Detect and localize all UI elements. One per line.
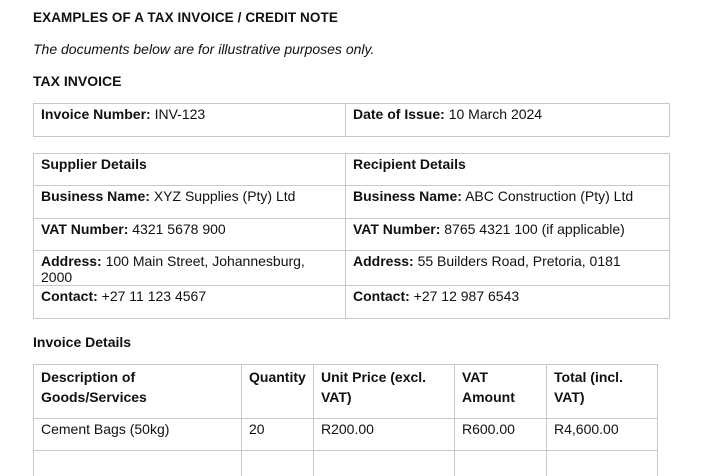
table-row (34, 154, 670, 186)
invoice-details-heading: Invoice Details (33, 334, 132, 350)
supplier-details-heading: Supplier Details (34, 154, 346, 186)
contact-value: +27 12 987 6543 (413, 288, 520, 305)
table-row (34, 419, 658, 451)
invoice-header-table (33, 103, 670, 137)
date-of-issue-cell (346, 104, 670, 137)
address-label: Address: (41, 253, 102, 270)
address-label: Address: (353, 253, 414, 270)
empty-cell (547, 451, 658, 476)
vat-number-value: 4321 5678 900 (132, 220, 226, 237)
vat-number-value: 8765 4321 100 (if applicable) (444, 220, 625, 237)
recipient-contact (346, 286, 670, 318)
item-total: R4,600.00 (547, 419, 658, 451)
table-row (34, 218, 670, 250)
tax-invoice-heading: TAX INVOICE (33, 73, 122, 89)
recipient-business-name (346, 186, 670, 218)
column-header-vat-amount: VAT Amount (455, 365, 547, 419)
item-quantity: 20 (242, 419, 314, 451)
table-row (34, 186, 670, 218)
supplier-business-name (34, 186, 346, 218)
recipient-address (346, 251, 670, 286)
supplier-vat-number (34, 218, 346, 250)
subtitle: The documents below are for illustrative purposes only. (33, 41, 375, 57)
business-name-value: XYZ Supplies (Pty) Ltd (153, 188, 296, 205)
date-of-issue-label: Date of Issue: (353, 106, 445, 122)
empty-cell (455, 451, 547, 476)
vat-number-label: VAT Number: (41, 220, 129, 237)
contact-label: Contact: (41, 288, 98, 305)
empty-cell (34, 451, 242, 476)
contact-label: Contact: (353, 288, 410, 305)
address-value: 55 Builders Road, Pretoria, 0181 (417, 253, 621, 270)
invoice-number-label: Invoice Number: (41, 106, 151, 122)
page-title: EXAMPLES OF A TAX INVOICE / CREDIT NOTE (33, 10, 338, 25)
business-name-value: ABC Construction (Pty) Ltd (465, 188, 634, 205)
empty-cell (242, 451, 314, 476)
empty-cell (314, 451, 455, 476)
business-name-label: Business Name: (353, 188, 462, 205)
item-description: Cement Bags (50kg) (34, 419, 242, 451)
address-value: 100 Main Street, Johannesburg, 2000 (41, 253, 305, 286)
recipient-vat-number (346, 218, 670, 250)
invoice-number-value: INV-123 (154, 106, 206, 122)
column-header-unit-price: Unit Price (excl. VAT) (314, 365, 455, 419)
vat-number-label: VAT Number: (353, 220, 441, 237)
invoice-number-cell (34, 104, 346, 137)
item-unit-price: R200.00 (314, 419, 455, 451)
date-of-issue-value: 10 March 2024 (448, 106, 543, 122)
parties-table (33, 153, 670, 319)
column-header-quantity: Quantity (242, 365, 314, 419)
table-row (34, 251, 670, 286)
table-row (34, 451, 658, 476)
table-header-row (34, 365, 658, 419)
supplier-address (34, 251, 346, 286)
invoice-items-table (33, 364, 658, 476)
item-vat-amount: R600.00 (455, 419, 547, 451)
column-header-total: Total (incl. VAT) (547, 365, 658, 419)
table-row (34, 286, 670, 318)
table-row (34, 104, 670, 137)
contact-value: +27 11 123 4567 (101, 288, 207, 305)
supplier-contact (34, 286, 346, 318)
recipient-details-heading: Recipient Details (346, 154, 670, 186)
column-header-description: Description of Goods/Services (34, 365, 242, 419)
business-name-label: Business Name: (41, 188, 150, 205)
